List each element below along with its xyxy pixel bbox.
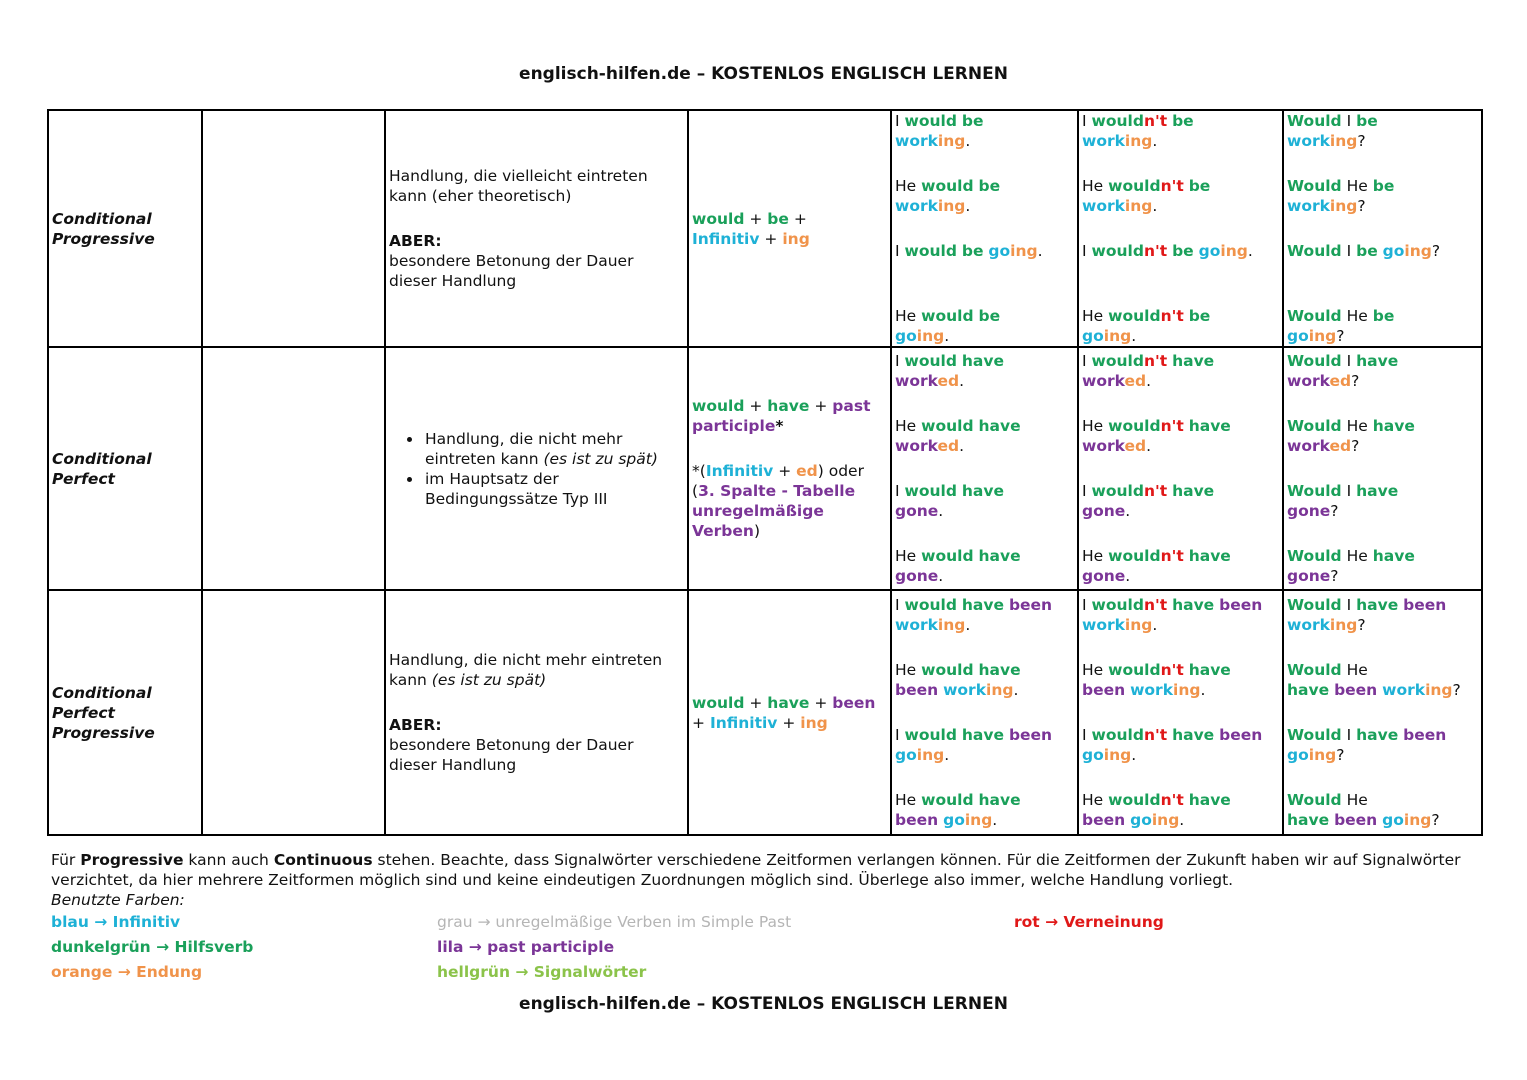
example-sentence: He would be working. (895, 177, 1001, 215)
question-cell (1283, 590, 1482, 835)
aber-label: ABER: (389, 232, 442, 250)
negative-cell (1078, 110, 1283, 347)
form-cell (688, 347, 891, 590)
negative-cell (1078, 590, 1283, 835)
tense-table (47, 109, 1483, 836)
form-cell (688, 590, 891, 835)
example-sentence: He would have worked. (895, 417, 1021, 455)
legend-darkgreen: dunkelgrün → Hilfsverb (51, 938, 254, 956)
example-sentence: Would He have been going? (1287, 791, 1440, 829)
example-sentence: He would have been working. (895, 661, 1021, 699)
example-sentence: He would be going. (895, 307, 1001, 345)
example-sentence: He wouldn't be working. (1082, 177, 1211, 215)
usage-cell (385, 347, 688, 590)
usage-text: Handlung, die nicht mehr eintreten kann (es ist zu spät) (389, 651, 663, 689)
example-sentence: Would He be working? (1287, 177, 1395, 215)
negative-cell (1078, 347, 1283, 590)
example-sentence: I would be going. (895, 242, 1043, 260)
example-sentence: Would I be working? (1287, 112, 1378, 150)
table-row (48, 347, 1482, 590)
note-paragraph: Für Progressive kann auch Continuous stehen. Beachte, dass Signalwörter verschiedene Zeitformen verlangen können. Für die Zeitformen der Zukunft haben wir auf Signalwörter verzichtet, da hier mehrere Zeitformen möglich sind und keine eindeutigen Zuordnungen möglich sind. Überlege also immer, welche Handlung vorliegt. Benutzte Farben: (51, 851, 1461, 909)
signal-words-cell (202, 110, 385, 347)
example-sentence: He wouldn't have gone. (1082, 547, 1231, 585)
example-sentence: Would He be going? (1287, 307, 1395, 345)
legend-blue: blau → Infinitiv (51, 913, 181, 931)
signal-words-cell (202, 590, 385, 835)
example-sentence: Would I be going? (1287, 242, 1441, 260)
usage-text: Handlung, die vielleicht eintreten kann (eher theoretisch) (389, 167, 648, 205)
question-cell (1283, 110, 1482, 347)
question-cell (1283, 347, 1482, 590)
aber-label: ABER: (389, 716, 442, 734)
form-cell (688, 110, 891, 347)
page-header-title: englisch-hilfen.de – KOSTENLOS ENGLISCH LERNEN (519, 64, 1008, 84)
example-sentence: He wouldn't have been going. (1082, 791, 1231, 829)
usage-cell (385, 110, 688, 347)
example-sentence: Would I have been going? (1287, 726, 1447, 764)
page-footer-title: englisch-hilfen.de – KOSTENLOS ENGLISCH LERNEN (519, 994, 1008, 1014)
affirmative-cell (891, 590, 1078, 835)
usage-text: besondere Betonung der Dauer dieser Handlung (389, 736, 634, 774)
tense-name: Conditional Perfect Progressive (52, 683, 155, 742)
example-sentence: I wouldn't have gone. (1082, 482, 1215, 520)
usage-text: besondere Betonung der Dauer dieser Handlung (389, 252, 634, 290)
form-rule: would + have + been + Infinitiv + ing (692, 693, 876, 732)
legend-orange: orange → Endung (51, 963, 203, 981)
example-sentence: I wouldn't have been working. (1082, 596, 1263, 634)
example-sentence: Would He have worked? (1287, 417, 1415, 455)
legend-lightgreen: hellgrün → Signalwörter (437, 963, 647, 981)
form-rule: would + have + past participle* (692, 397, 871, 435)
usage-list (389, 429, 684, 509)
example-sentence: I wouldn't be going. (1082, 242, 1253, 260)
tense-name-cell (48, 347, 202, 590)
legend-purple: lila → past participle (437, 938, 615, 956)
example-sentence: I wouldn't have been going. (1082, 726, 1263, 764)
table-row (48, 110, 1482, 347)
signal-words-cell (202, 347, 385, 590)
form-note: *(Infinitiv + ed) oder (3. Spalte - Tabelle unregelmäßige Verben) (692, 462, 864, 540)
example-sentence: I would have been going. (895, 726, 1053, 764)
example-sentence: He would have gone. (895, 547, 1021, 585)
example-sentence: Would I have worked? (1287, 352, 1399, 390)
example-sentence: He wouldn't have worked. (1082, 417, 1231, 455)
legend-grey: grau → unregelmäßige Verben im Simple Past (437, 913, 792, 931)
example-sentence: I wouldn't have worked. (1082, 352, 1215, 390)
form-rule: would + be + Infinitiv + ing (692, 209, 810, 248)
affirmative-cell (891, 110, 1078, 347)
example-sentence: He would have been going. (895, 791, 1021, 829)
tense-name-cell (48, 590, 202, 835)
affirmative-cell (891, 347, 1078, 590)
example-sentence: He wouldn't have been working. (1082, 661, 1231, 699)
list-item: • im Hauptsatz der Bedingungssätze Typ III (423, 469, 684, 509)
example-sentence: I would have gone. (895, 482, 1004, 520)
tense-name-cell (48, 110, 202, 347)
example-sentence: Would He have been working? (1287, 661, 1461, 699)
example-sentence: Would I have been working? (1287, 596, 1447, 634)
example-sentence: I would have been working. (895, 596, 1053, 634)
legend-red: rot → Verneinung (1014, 913, 1164, 931)
usage-cell (385, 590, 688, 835)
example-sentence: He wouldn't be going. (1082, 307, 1211, 345)
example-sentence: I wouldn't be working. (1082, 112, 1194, 150)
tense-name: Conditional Progressive (52, 209, 155, 248)
example-sentence: I would be working. (895, 112, 984, 150)
example-sentence: Would He have gone? (1287, 547, 1415, 585)
example-sentence: I would have worked. (895, 352, 1004, 390)
example-sentence: Would I have gone? (1287, 482, 1399, 520)
table-row (48, 590, 1482, 835)
colors-label: Benutzte Farben: (51, 891, 185, 909)
tense-name: Conditional Perfect (52, 449, 152, 488)
list-item: • Handlung, die nicht mehr eintreten kann (es ist zu spät) (423, 429, 684, 469)
